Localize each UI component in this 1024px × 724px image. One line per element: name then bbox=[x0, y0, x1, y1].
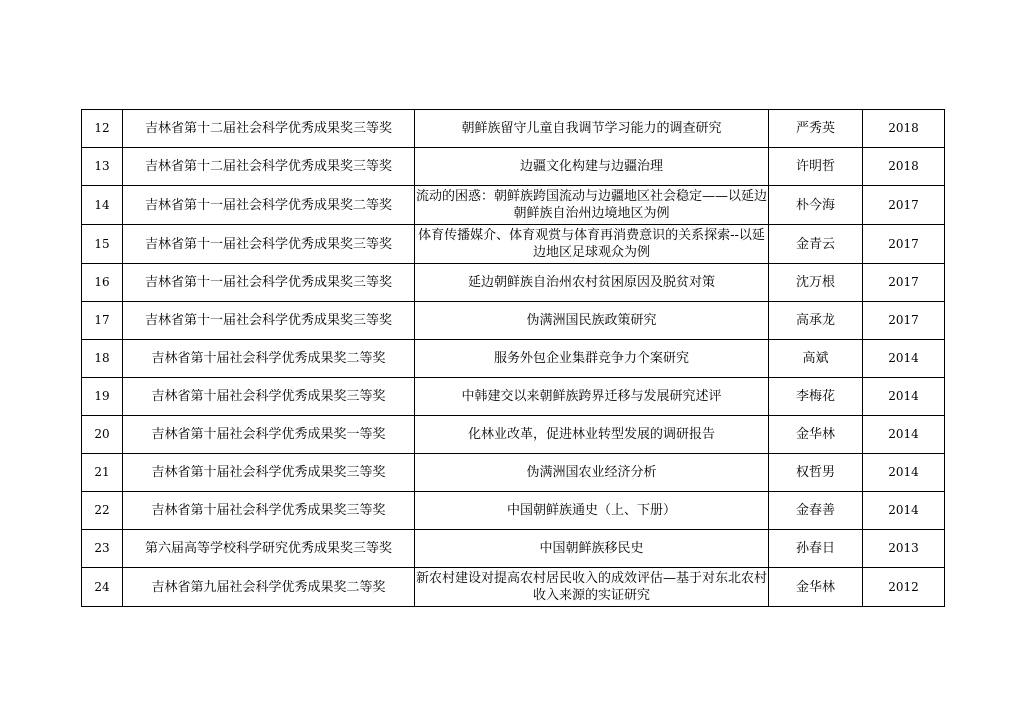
author-name: 严秀英 bbox=[769, 110, 863, 148]
table-row bbox=[82, 302, 945, 340]
row-index: 12 bbox=[82, 110, 123, 148]
author-name: 许明哲 bbox=[769, 148, 863, 186]
award-name: 吉林省第九届社会科学优秀成果奖二等奖 bbox=[123, 568, 415, 607]
table-row bbox=[82, 568, 945, 607]
work-title: 服务外包企业集群竞争力个案研究 bbox=[415, 340, 769, 378]
award-name: 吉林省第十一届社会科学优秀成果奖二等奖 bbox=[123, 186, 415, 225]
award-year: 2018 bbox=[863, 110, 945, 148]
table-row bbox=[82, 378, 945, 416]
award-year: 2013 bbox=[863, 530, 945, 568]
award-year: 2014 bbox=[863, 492, 945, 530]
work-title: 延边朝鲜族自治州农村贫困原因及脱贫对策 bbox=[415, 264, 769, 302]
award-year: 2014 bbox=[863, 454, 945, 492]
table-row bbox=[82, 454, 945, 492]
row-index: 20 bbox=[82, 416, 123, 454]
author-name: 金青云 bbox=[769, 225, 863, 264]
table-row bbox=[82, 225, 945, 264]
row-index: 19 bbox=[82, 378, 123, 416]
row-index: 16 bbox=[82, 264, 123, 302]
row-index: 18 bbox=[82, 340, 123, 378]
row-index: 15 bbox=[82, 225, 123, 264]
author-name: 金华林 bbox=[769, 568, 863, 607]
table-row bbox=[82, 492, 945, 530]
award-year: 2018 bbox=[863, 148, 945, 186]
award-name: 吉林省第十届社会科学优秀成果奖一等奖 bbox=[123, 416, 415, 454]
award-name: 第六届高等学校科学研究优秀成果奖三等奖 bbox=[123, 530, 415, 568]
work-title: 化林业改革，促进林业转型发展的调研报告 bbox=[415, 416, 769, 454]
award-year: 2014 bbox=[863, 416, 945, 454]
award-name: 吉林省第十一届社会科学优秀成果奖三等奖 bbox=[123, 264, 415, 302]
award-year: 2014 bbox=[863, 340, 945, 378]
work-title: 中韩建交以来朝鲜族跨界迁移与发展研究述评 bbox=[415, 378, 769, 416]
work-title: 边疆文化构建与边疆治理 bbox=[415, 148, 769, 186]
table-row bbox=[82, 264, 945, 302]
author-name: 沈万根 bbox=[769, 264, 863, 302]
award-year: 2017 bbox=[863, 302, 945, 340]
award-year: 2012 bbox=[863, 568, 945, 607]
work-title: 伪满洲国民族政策研究 bbox=[415, 302, 769, 340]
work-title: 新农村建设对提高农村居民收入的成效评估—基于对东北农村收入来源的实证研究 bbox=[415, 568, 769, 607]
row-index: 23 bbox=[82, 530, 123, 568]
award-name: 吉林省第十二届社会科学优秀成果奖三等奖 bbox=[123, 110, 415, 148]
award-year: 2017 bbox=[863, 264, 945, 302]
author-name: 高斌 bbox=[769, 340, 863, 378]
row-index: 21 bbox=[82, 454, 123, 492]
award-year: 2017 bbox=[863, 225, 945, 264]
row-index: 24 bbox=[82, 568, 123, 607]
award-name: 吉林省第十届社会科学优秀成果奖三等奖 bbox=[123, 378, 415, 416]
work-title: 中国朝鲜族移民史 bbox=[415, 530, 769, 568]
row-index: 14 bbox=[82, 186, 123, 225]
table-row bbox=[82, 148, 945, 186]
table-row bbox=[82, 110, 945, 148]
author-name: 朴今海 bbox=[769, 186, 863, 225]
row-index: 22 bbox=[82, 492, 123, 530]
award-name: 吉林省第十一届社会科学优秀成果奖三等奖 bbox=[123, 225, 415, 264]
award-year: 2014 bbox=[863, 378, 945, 416]
award-name: 吉林省第十届社会科学优秀成果奖三等奖 bbox=[123, 454, 415, 492]
award-name: 吉林省第十届社会科学优秀成果奖三等奖 bbox=[123, 492, 415, 530]
award-name: 吉林省第十一届社会科学优秀成果奖三等奖 bbox=[123, 302, 415, 340]
table-row bbox=[82, 340, 945, 378]
work-title: 伪满洲国农业经济分析 bbox=[415, 454, 769, 492]
table-row bbox=[82, 416, 945, 454]
row-index: 13 bbox=[82, 148, 123, 186]
award-year: 2017 bbox=[863, 186, 945, 225]
award-name: 吉林省第十二届社会科学优秀成果奖三等奖 bbox=[123, 148, 415, 186]
work-title: 中国朝鲜族通史（上、下册） bbox=[415, 492, 769, 530]
award-name: 吉林省第十届社会科学优秀成果奖二等奖 bbox=[123, 340, 415, 378]
row-index: 17 bbox=[82, 302, 123, 340]
table-row bbox=[82, 530, 945, 568]
work-title: 朝鲜族留守儿童自我调节学习能力的调查研究 bbox=[415, 110, 769, 148]
author-name: 李梅花 bbox=[769, 378, 863, 416]
author-name: 金春善 bbox=[769, 492, 863, 530]
author-name: 孙春日 bbox=[769, 530, 863, 568]
author-name: 金华林 bbox=[769, 416, 863, 454]
work-title: 流动的困惑：朝鲜族跨国流动与边疆地区社会稳定——以延边朝鲜族自治州边境地区为例 bbox=[415, 186, 769, 225]
author-name: 高承龙 bbox=[769, 302, 863, 340]
author-name: 权哲男 bbox=[769, 454, 863, 492]
table-row bbox=[82, 186, 945, 225]
work-title: 体育传播媒介、体育观赏与体育再消费意识的关系探索--以延边地区足球观众为例 bbox=[415, 225, 769, 264]
awards-table bbox=[81, 109, 945, 607]
